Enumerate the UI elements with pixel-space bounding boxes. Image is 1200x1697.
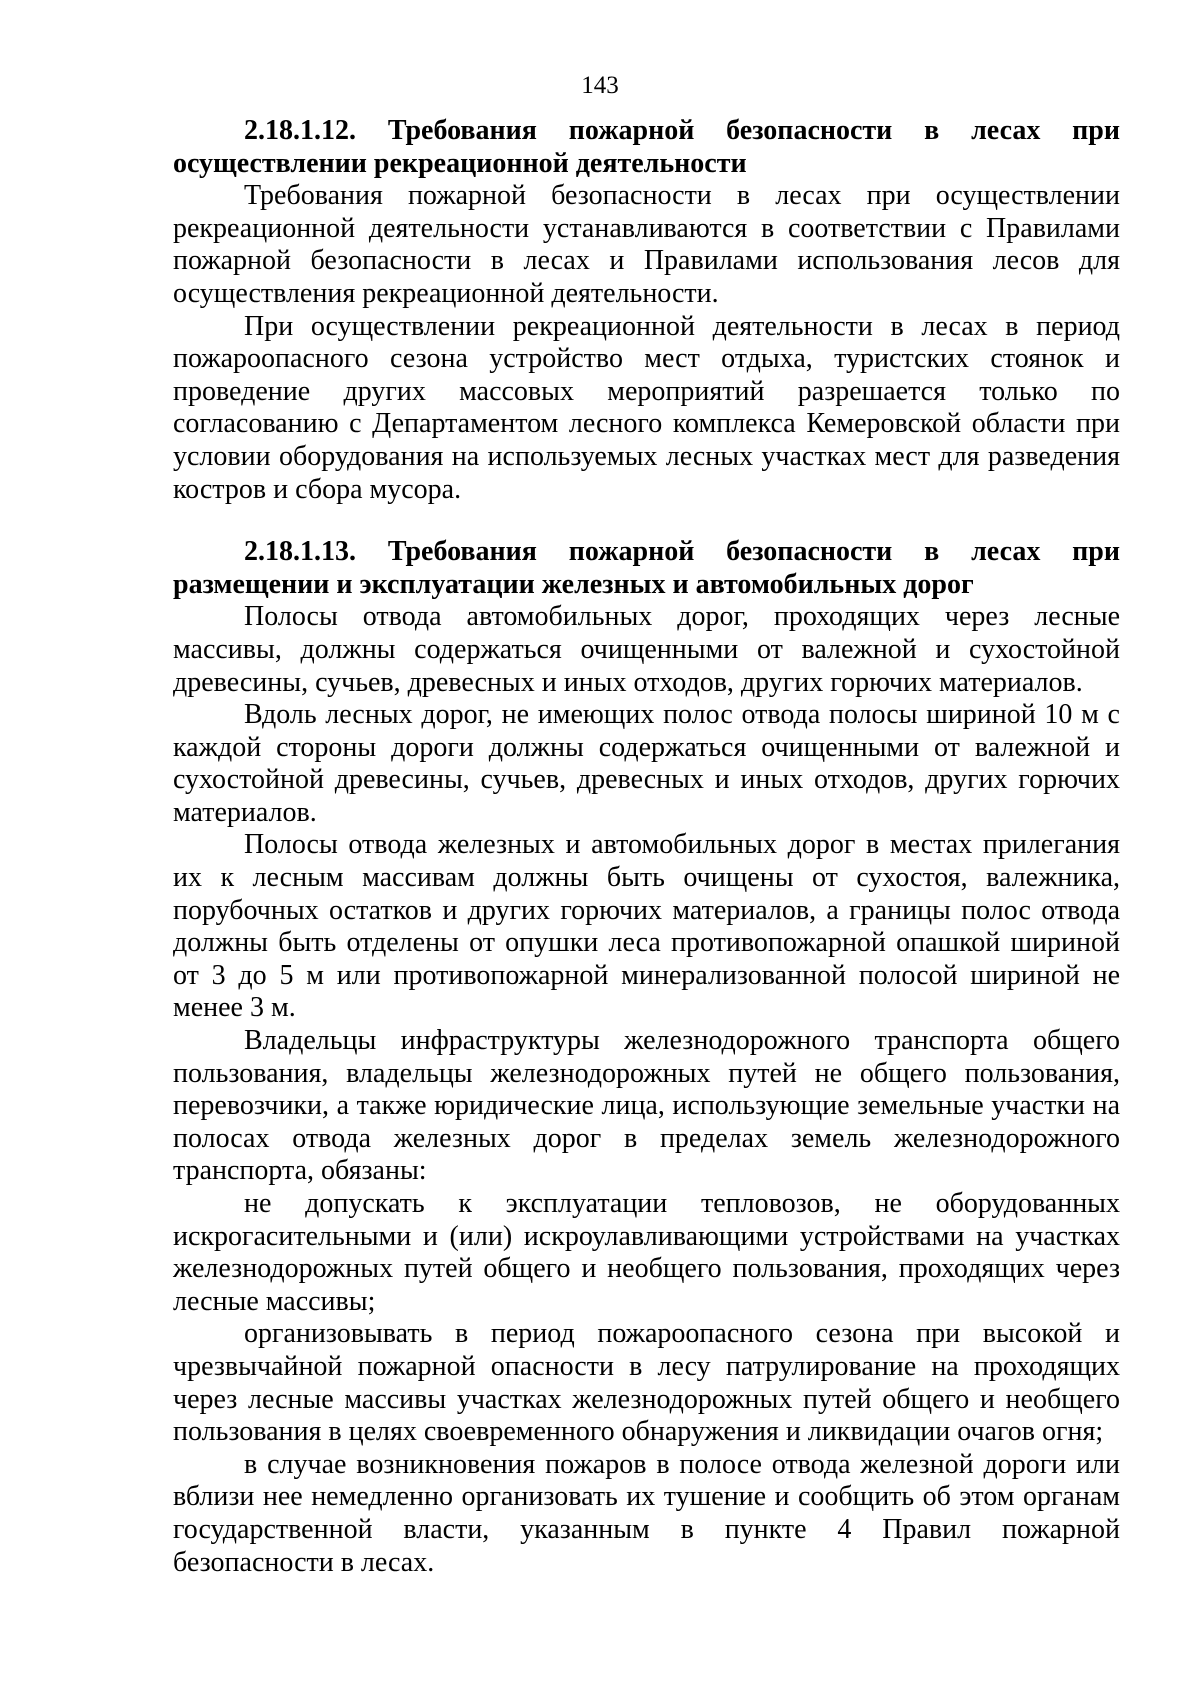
section-heading-number: 2.18.1.12. bbox=[244, 115, 356, 146]
paragraph: Требования пожарной безопасности в лесах при осуществлении рекреационной деятельности устанавливаются в соответствии с Правилами пожарной безопасности в лесах и Правилами использования лесов для осуществления рекреационной деятельности. bbox=[173, 180, 1120, 309]
section-heading bbox=[173, 536, 1120, 601]
section-heading bbox=[173, 115, 1120, 180]
section-heading-text: Требования пожарной безопасности в лесах при размещении и эксплуатации железных и автомобильных дорог bbox=[173, 536, 1121, 600]
paragraph: При осуществлении рекреационной деятельности в лесах в период пожароопасного сезона устройство мест отдыха, туристских стоянок и проведение других массовых мероприятий разрешается только по согласованию с Департаментом лесного комплекса Кемеровской области при условии оборудования на используемых лесных участках мест для разведения костров и сбора мусора. bbox=[173, 310, 1120, 505]
paragraph: Полосы отвода автомобильных дорог, проходящих через лесные массивы, должны содержаться очищенными от валежной и сухостойной древесины, сучьев, древесных и иных отходов, других горючих материалов. bbox=[173, 601, 1120, 698]
paragraph: Вдоль лесных дорог, не имеющих полос отвода полосы шириной 10 м с каждой стороны дороги должны содержаться очищенными от валежной и сухостойной древесины, сучьев, древесных и иных отходов, других горючих материалов. bbox=[173, 699, 1120, 828]
section-spacer bbox=[173, 506, 1120, 536]
section-heading-number: 2.18.1.13. bbox=[244, 536, 356, 568]
paragraph: в случае возникновения пожаров в полосе отвода железной дороги или вблизи нее немедленно организовать их тушение и сообщить об этом органам государственной власти, указанным в пункте 4 Правил пожарной безопасности в лесах. bbox=[173, 1448, 1120, 1578]
paragraph: организовывать в период пожароопасного сезона при высокой и чрезвычайной пожарной опасности в лесу патрулирование на проходящих через лесные массивы участках железнодорожных путей общего и необщего пользования в целях своевременного обнаружения и ликвидации очагов огня; bbox=[173, 1318, 1120, 1448]
page-number: 143 bbox=[581, 72, 619, 99]
page-content bbox=[173, 115, 1120, 1579]
paragraph: не допускать к эксплуатации тепловозов, не оборудованных искрогасительными и (или) искроулавливающими устройствами на участках железнодорожных путей общего и необщего пользования, проходящих через лесные массивы; bbox=[173, 1188, 1120, 1317]
paragraph: Полосы отвода железных и автомобильных дорог в местах прилегания их к лесным массивам должны быть очищены от сухостоя, валежника, порубочных остатков и других горючих материалов, а границы полос отвода должны быть отделены от опушки леса противопожарной опашкой шириной от 3 до 5 м или противопожарной минерализованной полосой шириной не менее 3 м. bbox=[173, 829, 1120, 1024]
paragraph: Владельцы инфраструктуры железнодорожного транспорта общего пользования, владельцы железнодорожных путей не общего пользования, перевозчики, а также юридические лица, использующие земельные участки на полосах отвода железных дорог в пределах земель железнодорожного транспорта, обязаны: bbox=[173, 1025, 1120, 1187]
section-heading-text: Требования пожарной безопасности в лесах при осуществлении рекреационной деятельности bbox=[173, 115, 1121, 179]
